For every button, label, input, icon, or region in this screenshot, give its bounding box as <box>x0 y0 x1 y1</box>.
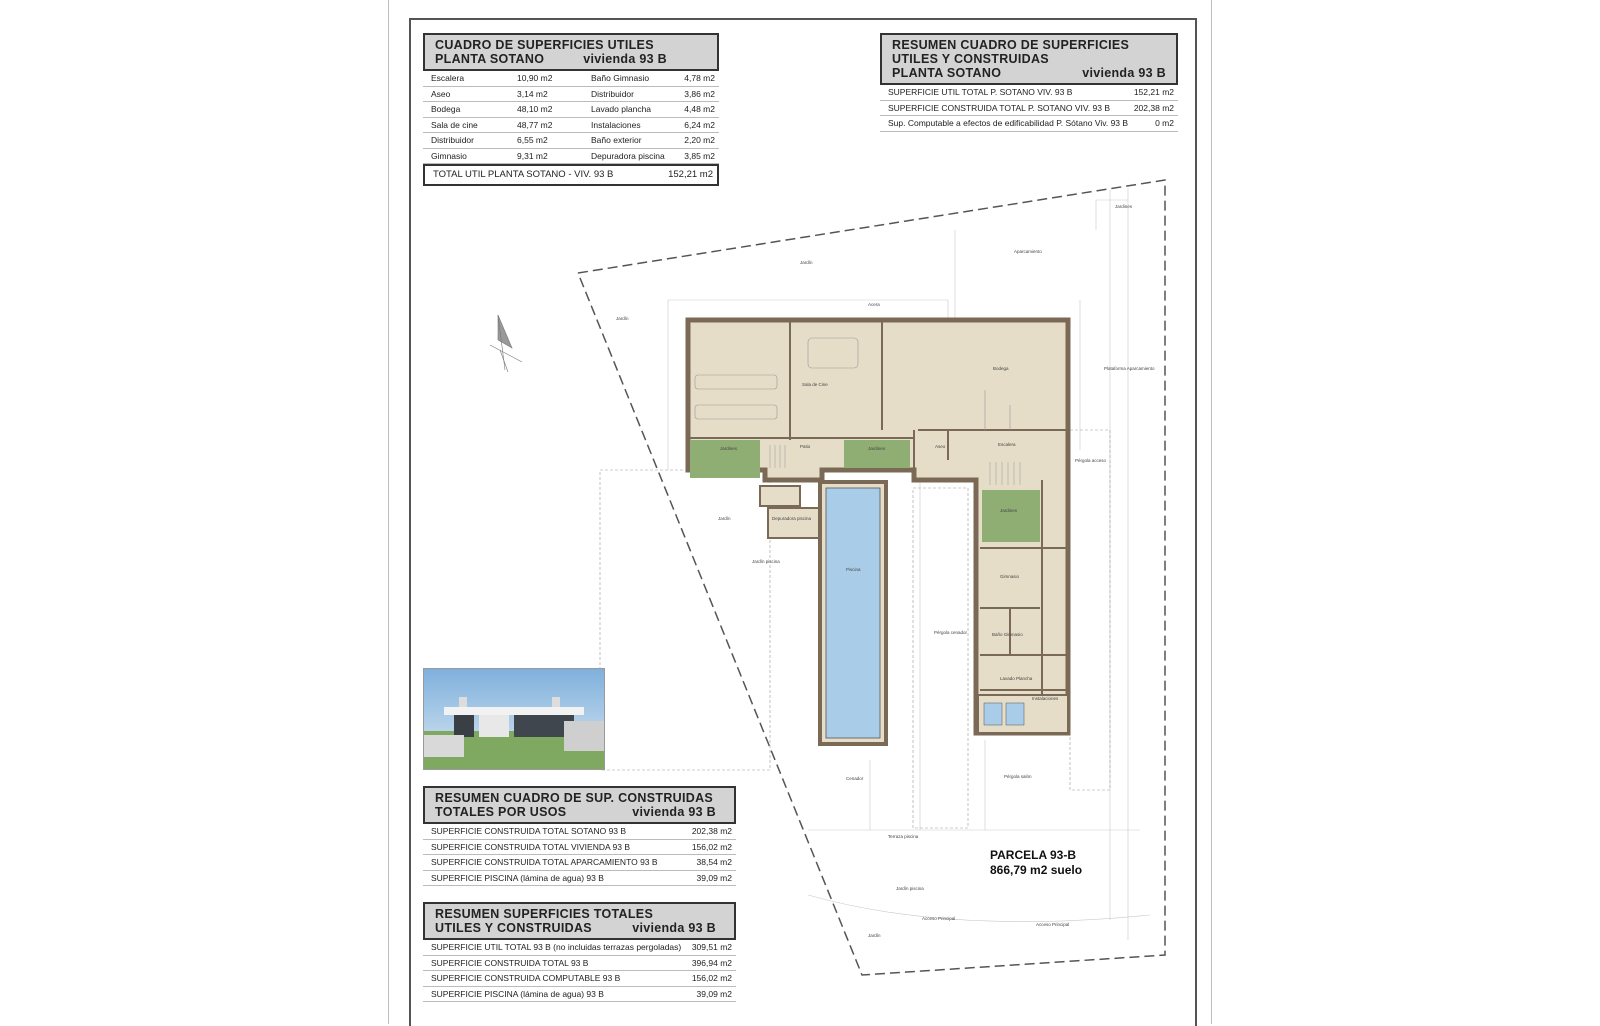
cell-label: SUPERFICIE CONSTRUIDA TOTAL VIVIENDA 93 B <box>431 841 631 852</box>
label-acera: Acera <box>868 302 880 307</box>
label-pergola-cenador: Pérgola cenador <box>934 630 968 635</box>
room-depuradora <box>768 508 820 538</box>
label-jardin-sw: Jardín <box>718 516 731 521</box>
cell-name: Distribuidor <box>591 88 634 99</box>
label-depuradora: Depuradora piscina <box>772 516 812 521</box>
cell-value: 39,09 m2 <box>696 872 732 883</box>
table-total-row <box>423 164 719 186</box>
total-value: 152,21 m2 <box>668 169 713 180</box>
cell-value: 0 m2 <box>1155 118 1174 128</box>
table-row <box>423 956 736 972</box>
table-header <box>880 33 1178 85</box>
cell-value: 202,38 m2 <box>1133 102 1174 113</box>
cell-name: Baño Gimnasio <box>591 73 650 83</box>
label-jardines-patio-left: Jardines <box>720 446 738 451</box>
cell-name: Bodega <box>431 104 461 114</box>
table-row <box>423 149 719 165</box>
cell-value: 6,24 m2 <box>684 119 715 130</box>
table-title-line1: RESUMEN CUADRO DE SUP. CONSTRUIDAS <box>435 791 714 805</box>
cell-value: 4,78 m2 <box>684 73 715 83</box>
cell-name: Escalera <box>431 73 465 83</box>
cell-value: 152,21 m2 <box>1133 87 1174 97</box>
table-header <box>423 33 719 71</box>
parcela-line1: PARCELA 93-B <box>990 848 1077 862</box>
table-row <box>423 118 719 134</box>
label-aseo: Aseo <box>935 444 946 449</box>
pool <box>820 482 886 744</box>
label-bodega: Bodega <box>993 366 1009 371</box>
north-arrow-icon <box>490 315 522 372</box>
cell-value: 10,90 m2 <box>517 73 553 83</box>
table-title-right: vivienda 93 B <box>632 805 716 819</box>
cell-name: Aseo <box>431 88 451 99</box>
cell-label: SUPERFICIE PISCINA (lámina de agua) 93 B <box>431 872 604 883</box>
parcela-line2: 866,79 m2 suelo <box>990 863 1083 877</box>
cell-name: Baño exterior <box>591 135 642 145</box>
label-jardin-south: Jardín <box>868 933 881 938</box>
table-construidas-usos <box>423 786 736 886</box>
label-sala-cine: Sala de Cine <box>802 382 828 387</box>
table-title-line3: PLANTA SOTANO <box>892 66 1002 80</box>
cell-label: SUPERFICIE UTIL TOTAL 93 B (no incluidas terrazas pergoladas) <box>431 942 682 952</box>
table-row <box>423 133 719 149</box>
cell-value: 2,20 m2 <box>684 135 715 145</box>
table-totales <box>423 902 736 1002</box>
table-title-line2: UTILES Y CONSTRUIDAS <box>892 52 1049 66</box>
label-bano-gimnasio: Baño Gimnasio <box>992 632 1023 637</box>
table-title-line1: RESUMEN CUADRO DE SUPERFICIES <box>892 38 1130 52</box>
table-title-right: vivienda 93 B <box>583 52 667 66</box>
label-jardin-west: Jardín <box>616 316 629 321</box>
table-title-right: vivienda 93 B <box>632 921 716 935</box>
cell-value: 309,51 m2 <box>691 942 732 952</box>
label-pergola-acceso: Pérgola acceso <box>1075 458 1107 463</box>
cell-value: 9,31 m2 <box>517 150 548 161</box>
label-patio: Patio <box>800 444 811 449</box>
table-row <box>423 87 719 103</box>
table-row <box>423 987 736 1003</box>
label-jardin-piscina: Jardín piscina <box>752 559 780 564</box>
label-lavado: Lavado Plancha <box>1000 676 1033 681</box>
cell-name: Lavado plancha <box>591 104 652 114</box>
table-superficies-utiles <box>423 33 719 186</box>
label-aparcamiento: Aparcamiento <box>1014 249 1042 254</box>
table-row <box>423 71 719 87</box>
label-jardin-north: Jardín <box>800 260 813 265</box>
cell-label: SUPERFICIE CONSTRUIDA COMPUTABLE 93 B <box>431 973 621 983</box>
cell-value: 39,09 m2 <box>696 988 732 999</box>
table-row <box>880 116 1178 132</box>
garden-patio-center <box>844 440 910 468</box>
cell-name: Gimnasio <box>431 150 467 161</box>
cell-value: 6,55 m2 <box>517 135 548 145</box>
render-image <box>423 668 605 770</box>
cell-value: 202,38 m2 <box>691 826 732 836</box>
cell-name: Instalaciones <box>591 119 641 130</box>
table-title-line1: CUADRO DE SUPERFICIES UTILES <box>435 38 654 52</box>
table-header <box>423 786 736 824</box>
cell-label: SUPERFICIE UTIL TOTAL P. SOTANO VIV. 93 B <box>888 87 1073 97</box>
cell-value: 48,77 m2 <box>517 119 553 130</box>
room-bano-exterior <box>760 486 800 506</box>
label-piscina: Piscina <box>846 567 861 572</box>
table-resumen-sotano <box>880 33 1178 132</box>
cell-label: SUPERFICIE CONSTRUIDA TOTAL 93 B <box>431 957 589 968</box>
cell-value: 156,02 m2 <box>691 973 732 983</box>
cell-value: 396,94 m2 <box>691 957 732 968</box>
label-jardines-patio-right: Jardines <box>1000 508 1018 513</box>
garden-patio-right <box>982 490 1040 542</box>
label-escalera: Escalera <box>998 442 1016 447</box>
table-title-line2: UTILES Y CONSTRUIDAS <box>435 921 592 935</box>
table-row <box>880 101 1178 117</box>
cell-value: 4,48 m2 <box>684 104 715 114</box>
cell-label: SUPERFICIE PISCINA (lámina de agua) 93 B <box>431 988 604 999</box>
cell-label: SUPERFICIE CONSTRUIDA TOTAL P. SOTANO VIV. 93 B <box>888 102 1111 113</box>
cell-value: 3,86 m2 <box>684 88 715 99</box>
label-cenador: Cenador <box>846 776 864 781</box>
cell-name: Sala de cine <box>431 119 478 130</box>
cell-name: Distribuidor <box>431 135 474 145</box>
cell-value: 3,85 m2 <box>684 150 715 161</box>
site-lines <box>668 188 1150 940</box>
cell-name: Depuradora piscina <box>591 150 665 161</box>
total-label: TOTAL UTIL PLANTA SOTANO - VIV. 93 B <box>433 169 614 180</box>
table-row <box>423 855 736 871</box>
label-jardin-piscina-south: Jardín piscina <box>896 886 924 891</box>
table-row <box>423 102 719 118</box>
parcela-label <box>990 848 1082 878</box>
label-acceso-principal-1: Acceso Principal <box>922 916 956 921</box>
table-title-line1: RESUMEN SUPERFICIES TOTALES <box>435 907 654 921</box>
label-jardines-ne: Jardines <box>1115 204 1133 209</box>
label-jardines-patio-center: Jardines <box>868 446 886 451</box>
cell-label: SUPERFICIE CONSTRUIDA TOTAL APARCAMIENTO 93 B <box>431 857 658 867</box>
cell-value: 38,54 m2 <box>696 857 732 867</box>
cell-label: Sup. Computable a efectos de edificabilidad P. Sótano Viv. 93 B <box>888 118 1129 128</box>
label-instalaciones: Instalaciones <box>1032 696 1059 701</box>
table-row <box>880 85 1178 101</box>
label-pergola-salon: Pérgola salón <box>1004 774 1032 779</box>
table-rows <box>423 824 736 886</box>
table-title-line2: TOTALES POR USOS <box>435 805 567 819</box>
table-row <box>423 824 736 840</box>
table-row <box>423 840 736 856</box>
label-acceso-principal-2: Acceso Principal <box>1036 922 1070 927</box>
label-gimnasio: Gimnasio <box>1000 574 1020 579</box>
table-row <box>423 871 736 887</box>
table-row <box>423 940 736 956</box>
cell-label: SUPERFICIE CONSTRUIDA TOTAL SOTANO 93 B <box>431 826 627 836</box>
table-header <box>423 902 736 940</box>
cell-value: 48,10 m2 <box>517 104 553 114</box>
table-rows <box>880 85 1178 132</box>
table-title-right: vivienda 93 B <box>1082 66 1166 80</box>
label-terraza-piscina: Terraza piscina <box>888 834 919 839</box>
table-rows <box>423 940 736 1002</box>
table-title-line2: PLANTA SOTANO <box>435 52 545 66</box>
cell-value: 3,14 m2 <box>517 88 548 99</box>
table-row <box>423 971 736 987</box>
label-plataforma: Plataforma Aparcamiento <box>1104 366 1155 371</box>
table-rows <box>423 71 719 164</box>
cell-value: 156,02 m2 <box>691 841 732 852</box>
